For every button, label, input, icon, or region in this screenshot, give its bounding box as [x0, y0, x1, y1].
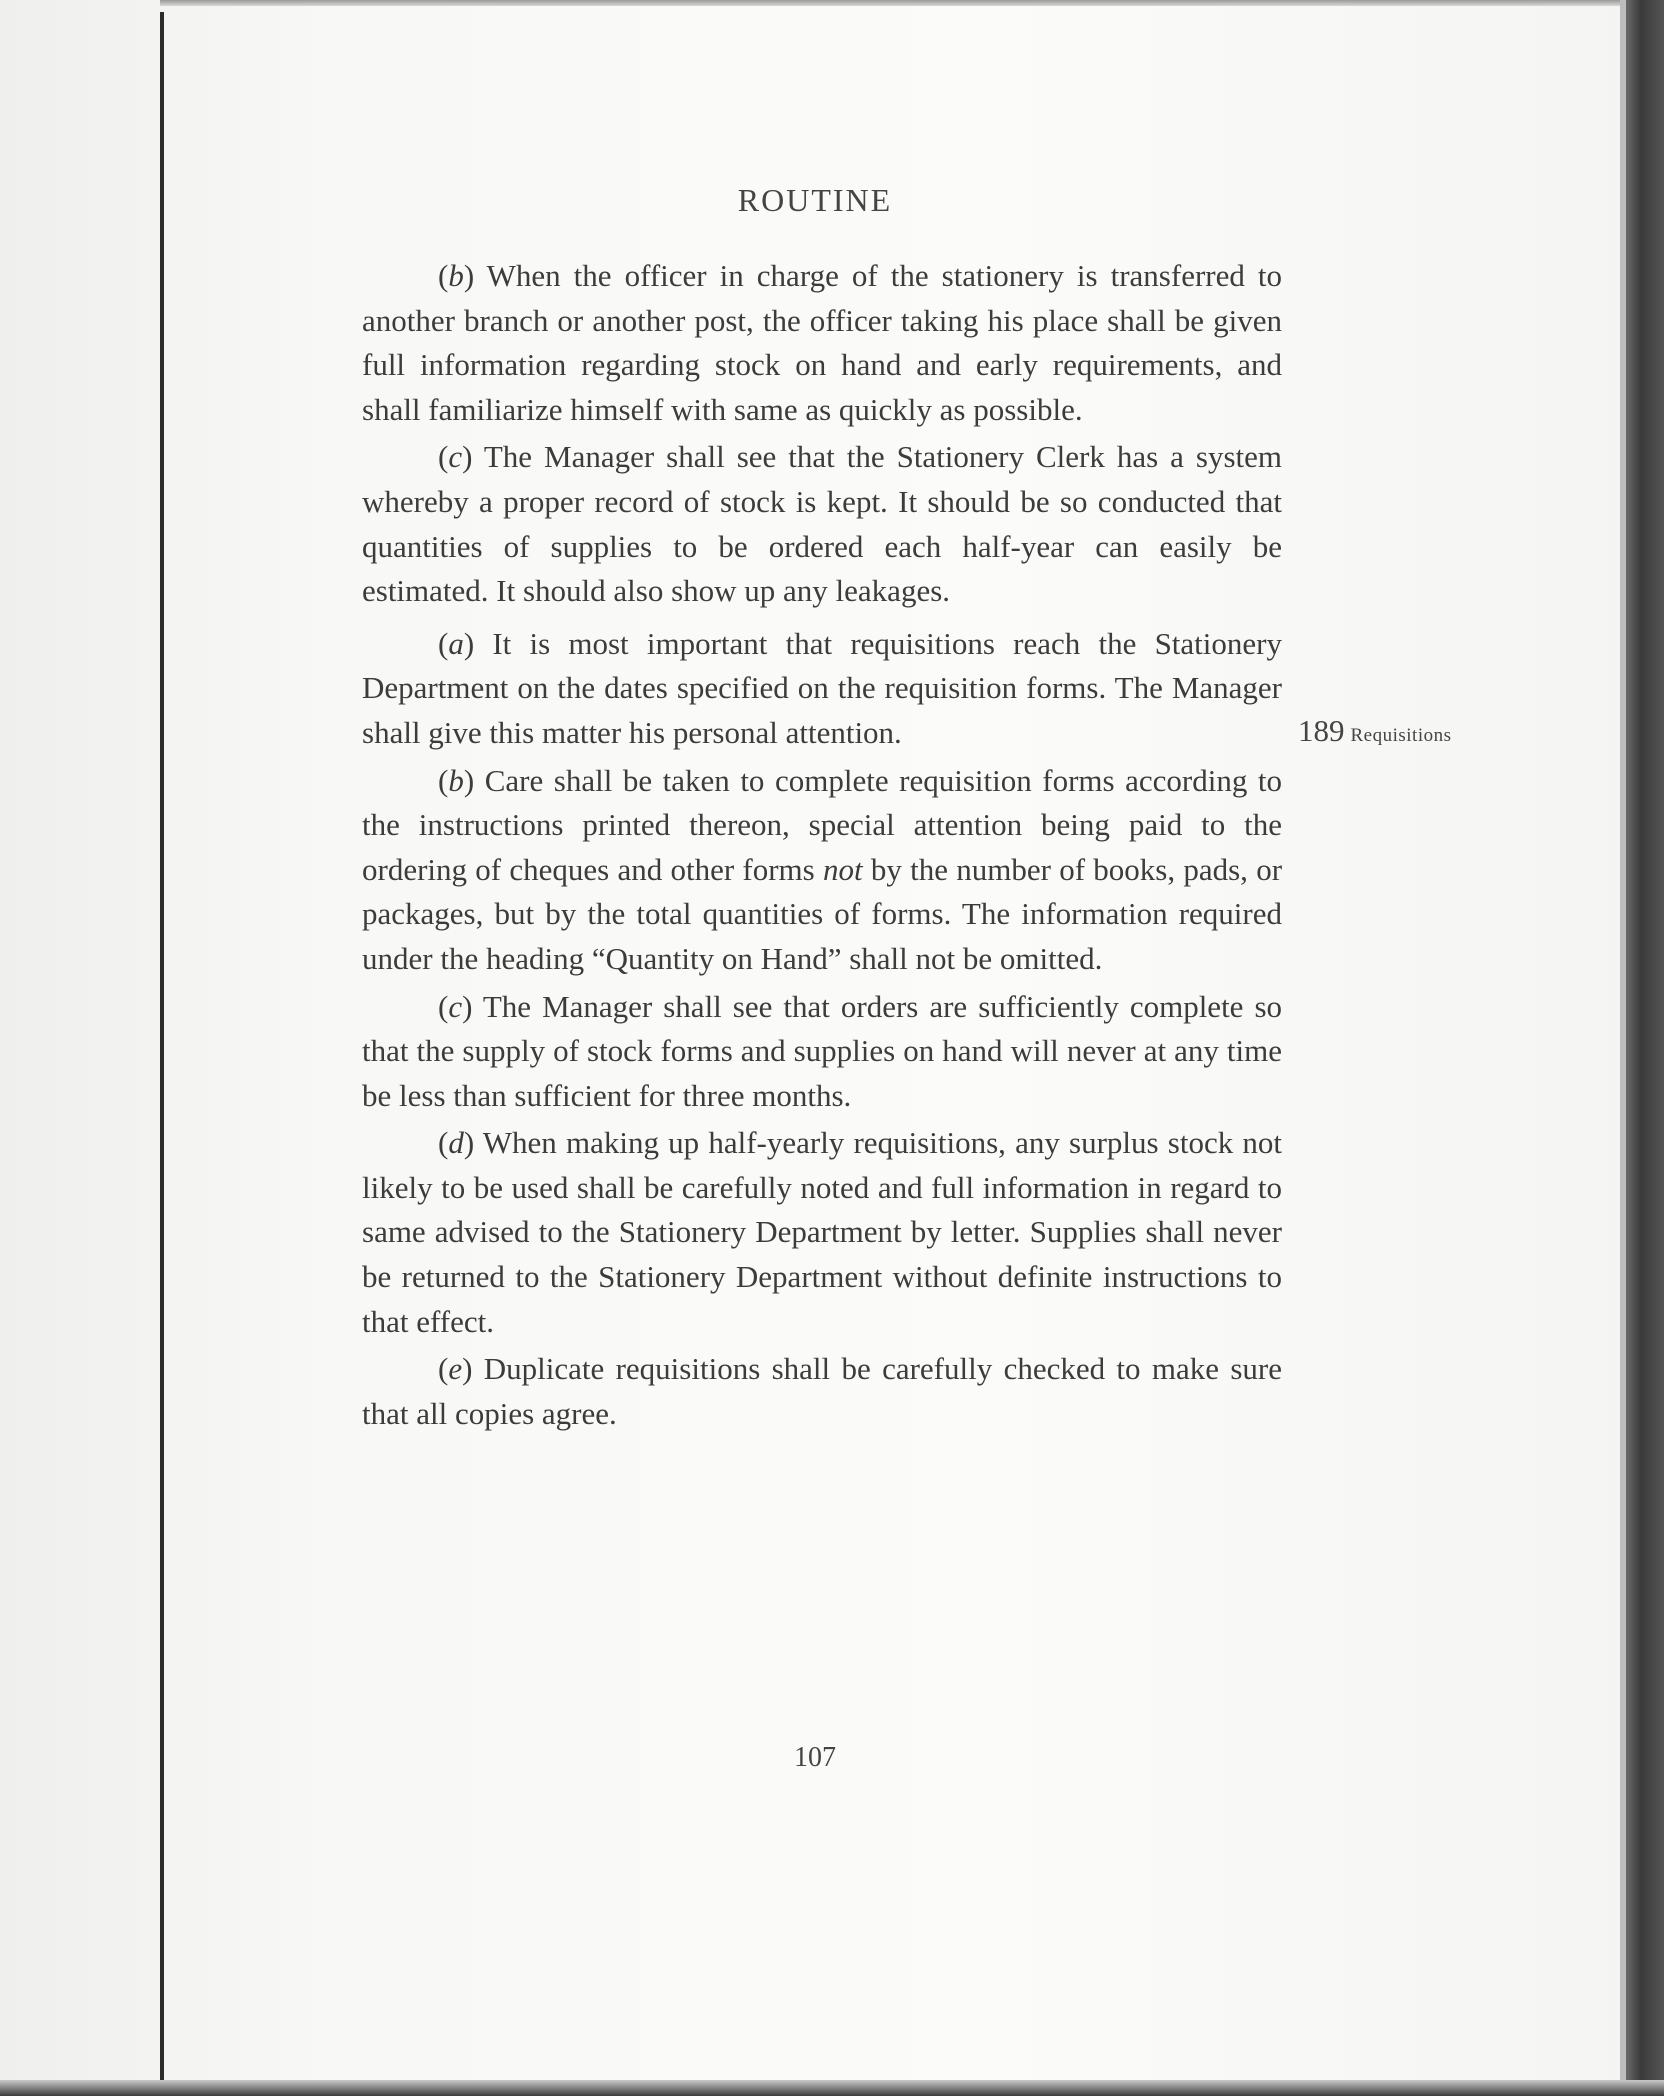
paragraph-text: It is most important that requisitions reach the Stationery Department on the dates specified on the requisition forms. The Manager shall give this matter his personal attention.	[362, 625, 1282, 750]
paragraph-c-stock-record: (c) The Manager shall see that the Stationery Clerk has a system whereby a proper record of stock is kept. It should be so conducted that quantities of supplies to be ordered each half-year can easily be estimated. It should also show up any leakages.	[362, 439, 1282, 609]
paragraph-text-after: by the number of books, pads, or packages, but by the total quantities of forms. The information required under the heading “Quantity on Hand” shall not be omitted.	[362, 851, 1283, 976]
body-text	[362, 254, 1282, 1436]
paragraph-a-requisition-dates: (a) It is most important that requisitions reach the Stationery Department on the dates specified on the requisition forms. The Manager shall give this matter his personal attention.	[362, 625, 1282, 750]
running-head: ROUTINE	[737, 182, 893, 218]
emphasis-not: not	[823, 851, 863, 887]
paragraph-b-officer-transfer: (b) When the officer in charge of the stationery is transferred to another branch or another post, the officer taking his place shall be given full information regarding stock on hand and early requirements, and shall familiarize himself with same as quickly as possible.	[362, 258, 1282, 427]
paragraph-text: When the officer in charge of the stationery is transferred to another branch or another post, the officer taking his place shall be given full information regarding stock on hand and early requirements, and shall familiarize himself with same as quickly as possible.	[362, 258, 1282, 427]
paragraph-marker: e	[448, 1351, 463, 1387]
page-bottom-edge	[0, 2080, 1664, 2096]
page-number: 107	[794, 1742, 836, 1773]
paragraph-c-order-completeness: (c) The Manager shall see that orders are sufficiently complete so that the supply of stock forms and supplies on hand will never at any time be less than sufficient for three months.	[362, 988, 1283, 1113]
paragraph-b-requisition-forms: (b) Care shall be taken to complete requisition forms according to the instructions printed thereon, special attention being paid to the ordering of cheques and other forms not by the number of books, pads, or packages, but by the total quantities of forms. The information required under the heading “Quantity on Hand” shall not be omitted.	[362, 762, 1283, 976]
paragraph-e-duplicate-requisitions: (e) Duplicate requisitions shall be carefully checked to make sure that all copies agree.	[362, 1351, 1282, 1431]
margin-note-requisitions	[1298, 713, 1452, 749]
section-number: 189	[1298, 713, 1345, 748]
page-top-edge	[160, 0, 1650, 6]
paragraph-text: The Manager shall see that orders are sufficiently complete so that the supply of stock forms and supplies on hand will never at any time be less than sufficient for three months.	[362, 988, 1283, 1113]
paragraph-marker: c	[448, 988, 463, 1024]
paragraph-d-surplus-stock: (d) When making up half-yearly requisitions, any surplus stock not likely to be used shall be carefully noted and full information in regard to same advised to the Stationery Department by letter. Supplies shall never be returned to the Stationery Department without definite instructions to that effect.	[362, 1125, 1282, 1339]
book-cover-edge	[1626, 0, 1664, 2096]
paragraph-text: When making up half-yearly requisitions, any surplus stock not likely to be used shall be carefully noted and full information in regard to same advised to the Stationery Department by letter. Supplies shall never be returned to the Stationery Department without definite instructions to that effect.	[362, 1125, 1282, 1339]
paragraph-marker: d	[448, 1125, 464, 1161]
paragraph-marker: a	[448, 625, 464, 661]
section-label: Requisitions	[1350, 725, 1452, 746]
paragraph-marker: b	[448, 258, 464, 293]
paragraph-text-before: Care shall be taken to complete requisition forms according to the instructions printed thereon, special attention being paid to the ordering of cheques and other forms	[362, 762, 1283, 887]
paragraph-text: Duplicate requisitions shall be carefully checked to make sure that all copies agree.	[362, 1351, 1282, 1431]
binding-gutter-line	[160, 12, 164, 2096]
paragraph-marker: c	[448, 439, 463, 475]
paragraph-marker: b	[448, 762, 464, 798]
paragraph-text: The Manager shall see that the Stationery Clerk has a system whereby a proper record of stock is kept. It should be so conducted that quantities of supplies to be ordered each half-year can easily be estimated. It should also show up any leakages.	[362, 439, 1282, 609]
